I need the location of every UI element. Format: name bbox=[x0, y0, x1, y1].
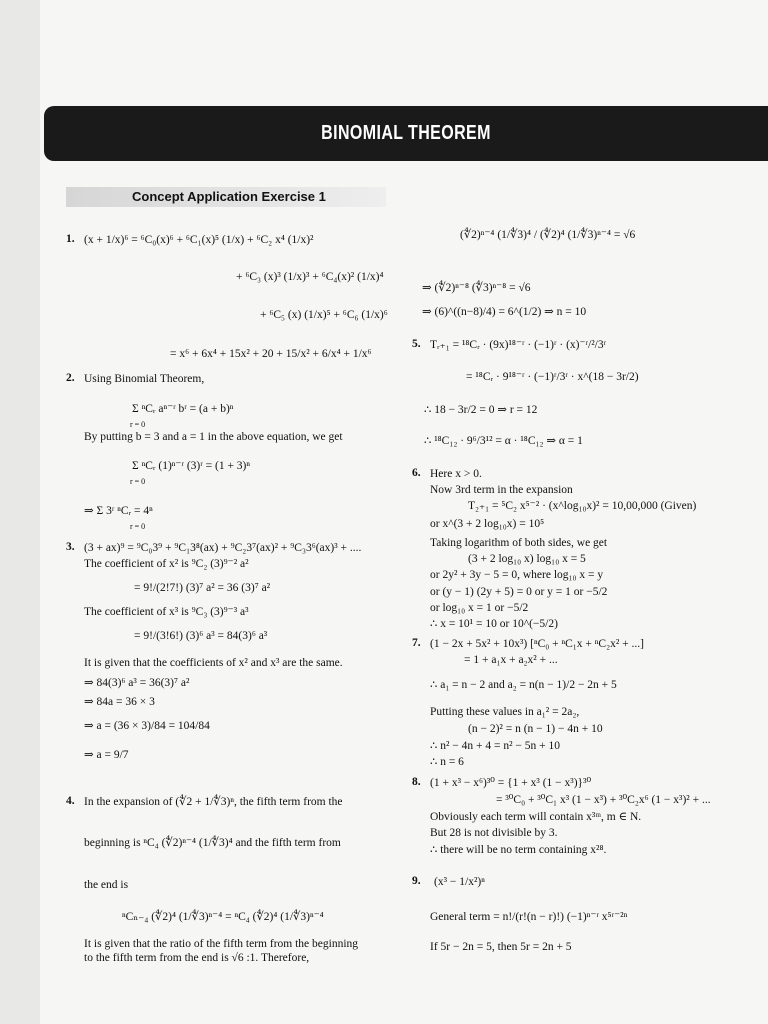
sum-limit-3: r = 0 bbox=[130, 522, 146, 531]
problem-6-line-2: Now 3rd term in the expansion bbox=[430, 484, 573, 496]
problem-6-line-1: Here x > 0. bbox=[430, 468, 482, 480]
problem-2-intro: Using Binomial Theorem, bbox=[84, 373, 205, 385]
problem-2-text: By putting b = 3 and a = 1 in the above equation, we get bbox=[84, 431, 343, 443]
problem-6-line-10: ∴ x = 10¹ = 10 or 10^(−5/2) bbox=[430, 618, 558, 630]
problem-7-line-2: = 1 + a₁x + a₂x² + ... bbox=[464, 654, 558, 666]
problem-3-line-2: The coefficient of x² is ⁹C₂ (3)⁹⁻² a² bbox=[84, 558, 249, 570]
problem-5-line-1: Tᵣ₊₁ = ¹⁸Cᵣ · (9x)¹⁸⁻ʳ · (−1)ʳ · (x)⁻ʳ/²/3ʳ bbox=[430, 339, 607, 351]
problem-8-number: 8. bbox=[412, 776, 421, 788]
problem-6-number: 6. bbox=[412, 467, 421, 479]
problem-3-line-3: = 9!/(2!7!) (3)⁷ a² = 36 (3)⁷ a² bbox=[134, 582, 271, 594]
problem-1-number: 1. bbox=[66, 233, 75, 245]
problem-6-line-9: or log₁₀ x = 1 or −5/2 bbox=[430, 602, 529, 614]
problem-7-line-4: Putting these values in a₁² = 2a₂, bbox=[430, 706, 580, 718]
problem-1-line-4: = x⁶ + 6x⁴ + 15x² + 20 + 15/x² + 6/x⁴ + 1/x⁶ bbox=[170, 348, 372, 360]
problem-7-number: 7. bbox=[412, 637, 421, 649]
problem-5-number: 5. bbox=[412, 338, 421, 350]
problem-6-line-4: or x^(3 + 2 log₁₀x) = 10⁵ bbox=[430, 518, 545, 530]
continuation-line-2: ⇒ (∜2)ⁿ⁻⁸ (∜3)ⁿ⁻⁸ = √6 bbox=[422, 282, 531, 294]
problem-6-line-6: (3 + 2 log₁₀ x) log₁₀ x = 5 bbox=[468, 553, 586, 565]
problem-7-line-3: ∴ a₁ = n − 2 and a₂ = n(n − 1)/2 − 2n + 5 bbox=[430, 679, 617, 691]
sum-limit-2: r = 0 bbox=[130, 477, 146, 486]
problem-5-line-3: ∴ 18 − 3r/2 = 0 ⇒ r = 12 bbox=[424, 404, 538, 416]
problem-8-line-4: But 28 is not divisible by 3. bbox=[430, 827, 558, 839]
problem-3-line-6: It is given that the coefficients of x² and x³ are the same. bbox=[84, 657, 343, 669]
problem-9-line-1: (x³ − 1/x²)ⁿ bbox=[434, 876, 485, 888]
problem-2-equation-3: ⇒ Σ 3ʳ ⁿCᵣ = 4ⁿ bbox=[84, 505, 153, 517]
continuation-line-3: ⇒ (6)^((n−8)/4) = 6^(1/2) ⇒ n = 10 bbox=[422, 306, 587, 318]
problem-4-line-6: to the fifth term from the end is √6 :1. Therefore, bbox=[84, 952, 310, 964]
problem-3-line-7: ⇒ 84(3)⁶ a³ = 36(3)⁷ a² bbox=[84, 677, 190, 689]
problem-2-equation-2: Σ ⁿCᵣ (1)ⁿ⁻ʳ (3)ʳ = (1 + 3)ⁿ bbox=[132, 460, 251, 472]
problem-6-line-5: Taking logarithm of both sides, we get bbox=[430, 537, 608, 549]
problem-3-line-8: ⇒ 84a = 36 × 3 bbox=[84, 696, 155, 708]
problem-9-line-3: If 5r − 2n = 5, then 5r = 2n + 5 bbox=[430, 941, 572, 953]
problem-4-line-5: It is given that the ratio of the fifth term from the beginning bbox=[84, 938, 359, 950]
problem-1-line-1: (x + 1/x)⁶ = ⁶C₀(x)⁶ + ⁶C₁(x)⁵ (1/x) + ⁶C₂ x⁴ (1/x)² bbox=[84, 234, 314, 246]
problem-3-line-9: ⇒ a = (36 × 3)/84 = 104/84 bbox=[84, 720, 210, 732]
problem-1-line-2: + ⁶C₃ (x)³ (1/x)³ + ⁶C₄(x)² (1/x)⁴ bbox=[236, 271, 384, 283]
problem-2-equation-1: Σ ⁿCᵣ aⁿ⁻ʳ bʳ = (a + b)ⁿ bbox=[132, 403, 234, 415]
problem-7-line-5: (n − 2)² = n (n − 1) − 4n + 10 bbox=[468, 723, 603, 735]
chapter-header-bar bbox=[44, 106, 768, 161]
problem-5-line-4: ∴ ¹⁸C₁₂ · 9⁶/3¹² = α · ¹⁸C₁₂ ⇒ α = 1 bbox=[424, 435, 583, 447]
problem-3-line-5: = 9!/(3!6!) (3)⁶ a³ = 84(3)⁶ a³ bbox=[134, 630, 268, 642]
continuation-line-1: (∜2)ⁿ⁻⁴ (1/∜3)⁴ / (∜2)⁴ (1/∜3)ⁿ⁻⁴ = √6 bbox=[460, 229, 636, 241]
problem-2-number: 2. bbox=[66, 372, 75, 384]
problem-4-number: 4. bbox=[66, 795, 75, 807]
sum-limit-1: r = 0 bbox=[130, 420, 146, 429]
problem-7-line-1: (1 − 2x + 5x² + 10x³) [ⁿC₀ + ⁿC₁x + ⁿC₂x² + ...] bbox=[430, 638, 644, 650]
textbook-page bbox=[40, 0, 768, 1024]
problem-7-line-7: ∴ n = 6 bbox=[430, 756, 464, 768]
problem-9-number: 9. bbox=[412, 875, 421, 887]
problem-6-line-3: T₂₊₁ = ⁵C₂ x⁵⁻² · (x^log₁₀x)² = 10,00,000 (Given) bbox=[468, 500, 697, 512]
problem-8-line-2: = ³⁰C₀ + ³⁰C₁ x³ (1 − x³) + ³⁰C₂x⁶ (1 − x³)² + ... bbox=[496, 794, 711, 806]
problem-3-line-4: The coefficient of x³ is ⁹C₃ (3)⁹⁻³ a³ bbox=[84, 606, 249, 618]
problem-3-line-1: (3 + ax)⁹ = ⁹C₀3⁹ + ⁹C₁3⁸(ax) + ⁹C₂3⁷(ax)² + ⁹C₃3⁶(ax)³ + .... bbox=[84, 542, 362, 554]
problem-8-line-5: ∴ there will be no term containing x²⁸. bbox=[430, 844, 607, 856]
exercise-heading-band bbox=[66, 187, 386, 207]
problem-6-line-7: or 2y² + 3y − 5 = 0, where log₁₀ x = y bbox=[430, 569, 604, 581]
problem-3-line-10: ⇒ a = 9/7 bbox=[84, 749, 129, 761]
problem-4-line-3: the end is bbox=[84, 879, 129, 891]
problem-6-line-8: or (y − 1) (2y + 5) = 0 or y = 1 or −5/2 bbox=[430, 586, 608, 598]
problem-5-line-2: = ¹⁸Cᵣ · 9¹⁸⁻ʳ · (−1)ʳ/3ʳ · x^(18 − 3r/2) bbox=[466, 371, 639, 383]
problem-4-line-2: beginning is ⁿC₄ (∜2)ⁿ⁻⁴ (1/∜3)⁴ and the fifth term from bbox=[84, 837, 341, 849]
exercise-heading: Concept Application Exercise 1 bbox=[132, 189, 326, 204]
problem-1-line-3: + ⁶C₅ (x) (1/x)⁵ + ⁶C₆ (1/x)⁶ bbox=[260, 309, 388, 321]
problem-9-line-2: General term = n!/(r!(n − r)!) (−1)ⁿ⁻ʳ x⁵ʳ⁻²ⁿ bbox=[430, 911, 628, 923]
problem-4-line-1: In the expansion of (∜2 + 1/∜3)ⁿ, the fifth term from the bbox=[84, 796, 343, 808]
problem-4-line-4: ⁿCₙ₋₄ (∜2)⁴ (1/∜3)ⁿ⁻⁴ = ⁿC₄ (∜2)⁴ (1/∜3)ⁿ⁻⁴ bbox=[122, 911, 324, 923]
problem-3-number: 3. bbox=[66, 541, 75, 553]
problem-8-line-1: (1 + x³ − x⁶)³⁰ = {1 + x³ (1 − x³)}³⁰ bbox=[430, 777, 592, 789]
problem-8-line-3: Obviously each term will contain x³ᵐ, m ∈ N. bbox=[430, 811, 642, 823]
chapter-title: BINOMIAL THEOREM bbox=[321, 122, 491, 144]
problem-7-line-6: ∴ n² − 4n + 4 = n² − 5n + 10 bbox=[430, 740, 561, 752]
